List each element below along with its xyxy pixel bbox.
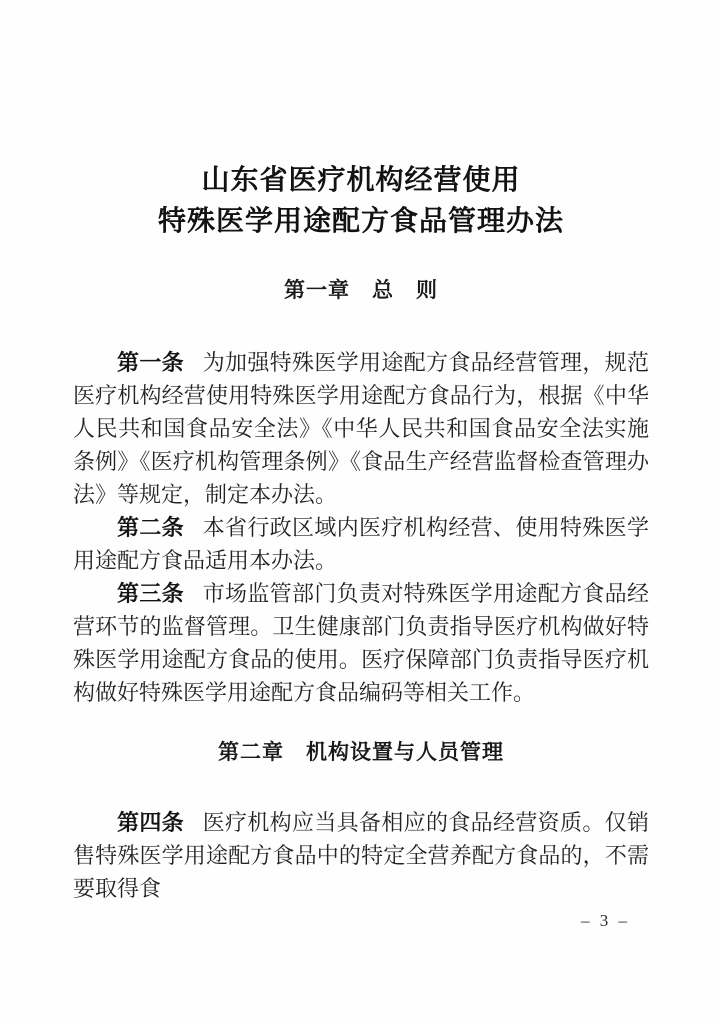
article-3-paragraph xyxy=(73,577,649,709)
document-content xyxy=(73,0,649,905)
document-title xyxy=(73,160,649,242)
document-title-line-2: 特殊医学用途配方食品管理办法 xyxy=(157,206,564,237)
article-1-text: 为加强特殊医学用途配方食品经营管理，规范医疗机构经营使用特殊医学用途配方食品行为，根据《中华人民共和国食品安全法》《中华人民共和国食品安全法实施条例》《医疗机构管理条例》《食品生产经营监督检查管理办法》等规定，制定本办法。 xyxy=(73,350,649,507)
article-4-paragraph xyxy=(73,806,649,905)
article-3-label: 第三条 xyxy=(117,581,184,606)
chapter-2-heading: 第二章 机构设置与人员管理 xyxy=(218,741,504,764)
article-1-label: 第一条 xyxy=(117,350,184,375)
article-2-text: 本省行政区域内医疗机构经营、使用特殊医学用途配方食品适用本办法。 xyxy=(73,515,649,573)
article-3-text: 市场监管部门负责对特殊医学用途配方食品经营环节的监督管理。卫生健康部门负责指导医疗机构做好特殊医学用途配方食品的使用。医疗保障部门负责指导医疗机构做好特殊医学用途配方食品编码等相关工作。 xyxy=(73,581,649,705)
article-2-paragraph xyxy=(73,511,649,577)
chapter-1-heading: 第一章 总 则 xyxy=(284,279,438,302)
article-4-text: 医疗机构应当具备相应的食品经营资质。仅销售特殊医学用途配方食品中的特定全营养配方食品的，不需要取得食 xyxy=(73,810,649,901)
article-2-label: 第二条 xyxy=(117,515,184,540)
document-title-line-1: 山东省医疗机构经营使用 xyxy=(201,165,521,196)
page-number: – 3 – xyxy=(581,911,630,930)
article-4-label: 第四条 xyxy=(117,810,184,835)
article-1-paragraph xyxy=(73,346,649,511)
chapter-1-body xyxy=(73,346,649,709)
chapter-2-body xyxy=(73,806,649,905)
